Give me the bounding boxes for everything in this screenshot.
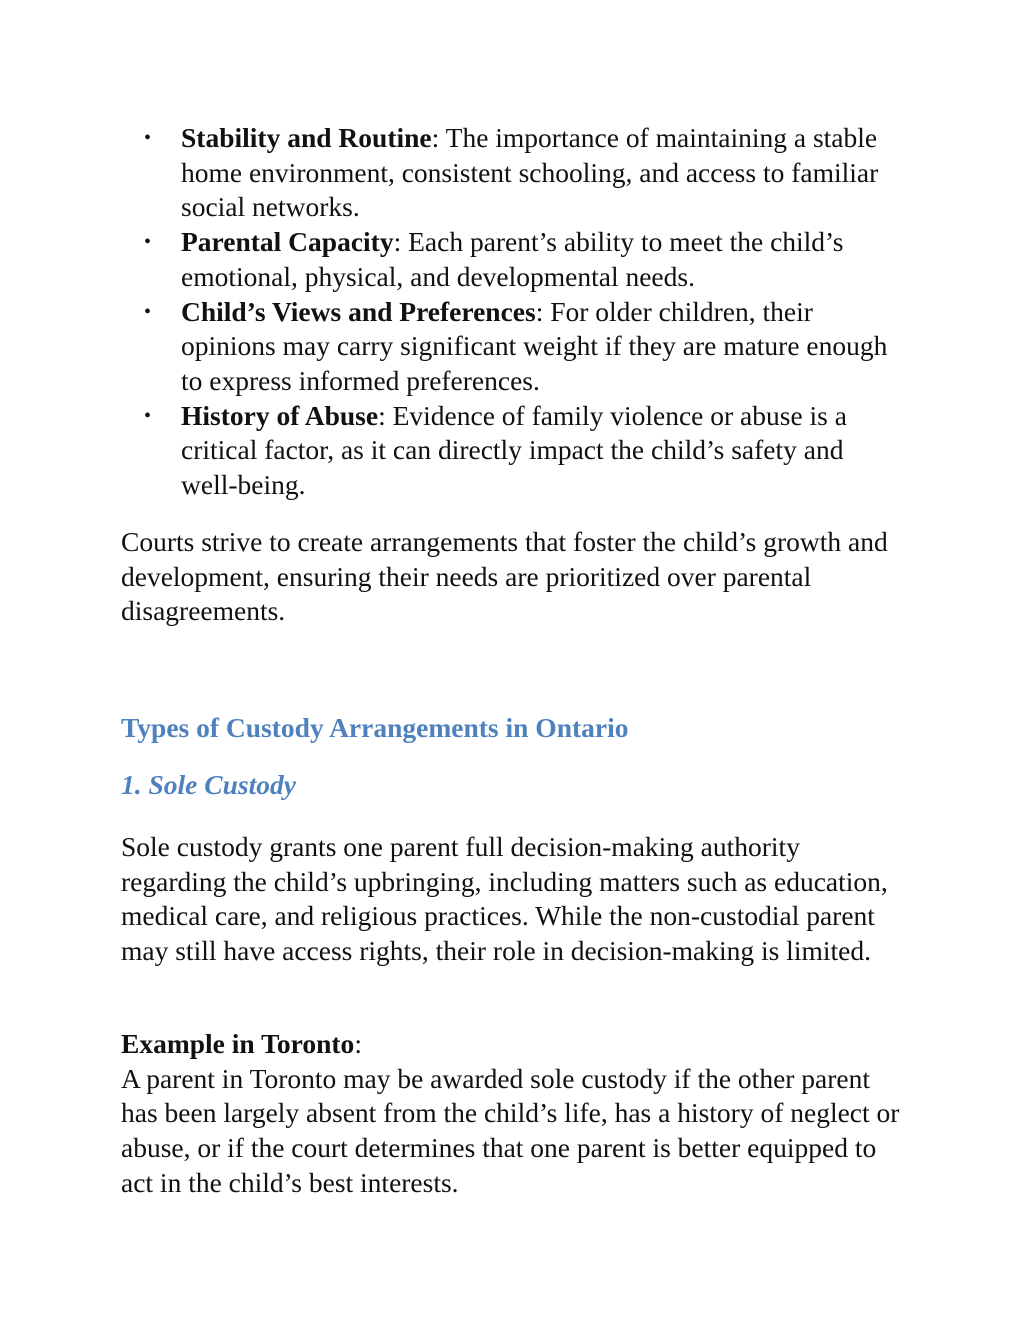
bullet-term: Parental Capacity: [181, 226, 394, 258]
example-block: [121, 1027, 911, 1201]
bullet-text: : Each parent’s ability to meet the child’s emotional, physical, and developmental needs.: [181, 226, 844, 292]
closing-paragraph: Courts strive to create arrangements that foster the child’s growth and development, ensuring their needs are prioritized over parental disagreements.: [121, 526, 888, 627]
sole-custody-paragraph: Sole custody grants one parent full decision-making authority regarding the child’s upbringing, including matters such as education, medical care, and religious practices. While the non-custodial parent may still have access rights, their role in decision-making is limited.: [121, 831, 888, 967]
example-label-suffix: :: [354, 1028, 362, 1059]
bullet-item-stability: [0, 121, 901, 225]
bullet-text: : The importance of maintaining a stable home environment, consistent schooling, and access to familiar social networks.: [181, 122, 879, 223]
bullet-term: History of Abuse: [181, 399, 379, 431]
bullet-term: Stability and Routine: [181, 122, 432, 153]
example-label: Example in Toronto: [121, 1028, 355, 1059]
section-heading: Types of Custody Arrangements in Ontario: [121, 712, 629, 743]
bullet-term: Child’s Views and Preferences: [181, 295, 536, 327]
bullet-icon: •: [144, 127, 152, 149]
sub-heading-sole-custody: 1. Sole Custody: [121, 769, 296, 800]
bullet-icon: •: [144, 300, 152, 323]
bullet-text: : Evidence of family violence or abuse is a critical factor, as it can directly impact the child’s safety and well-being.: [181, 399, 847, 501]
example-label-line: [121, 1027, 911, 1062]
example-text: A parent in Toronto may be awarded sole custody if the other parent has been largely absent from the child’s life, has a history of neglect or abuse, or if the court determines that one parent is better equipped to act in the child’s best interests.: [121, 1062, 900, 1198]
bullet-item-childs-views: [0, 295, 901, 399]
bullet-item-parental-capacity: [0, 225, 901, 294]
bullet-icon: •: [144, 404, 152, 427]
bullet-item-history-of-abuse: [0, 399, 901, 503]
factors-bullet-list: [0, 121, 1024, 503]
bullet-icon: •: [144, 231, 152, 254]
bullet-text: : For older children, their opinions may carry significant weight if they are mature enough to express informed preferences.: [181, 295, 888, 396]
